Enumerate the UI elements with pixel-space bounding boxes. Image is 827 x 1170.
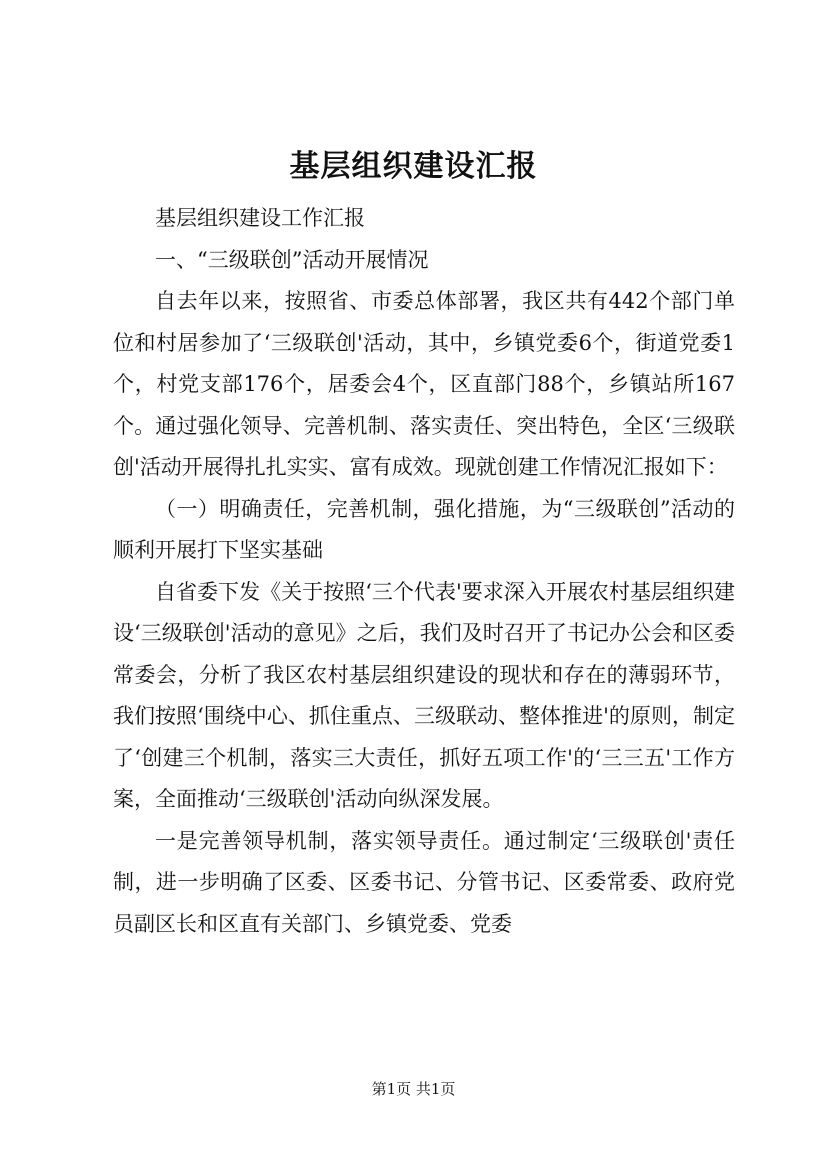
- page-footer: 第1页 共1页: [371, 1080, 456, 1098]
- paragraph-leadership: 一是完善领导机制，落实领导责任。通过制定‘三级联创'责任制，进一步明确了区委、区委书记、分管书记、区委常委、政府党员副区长和区直有关部门、乡镇党委、党委: [113, 828, 735, 936]
- paragraph-heading: 基层组织建设工作汇报: [155, 206, 365, 230]
- document-title: 基层组织建设汇报: [289, 149, 538, 184]
- document-body: [113, 198, 735, 945]
- paragraph-measures: 自省委下发《关于按照‘三个代表'要求深入开展农村基层组织建设‘三级联创'活动的意见》之后，我们及时召开了书记办公会和区委常委会，分析了我区农村基层组织建设的现状和存在的薄弱环节，我们按照‘围绕中心、抓住重点、三级联动、整体推进'的原则，制定了‘创建三个机制，落实三大责任，抓好五项工作'的‘三三五'工作方案，全面推动‘三级联创'活动向纵深发展。: [113, 579, 735, 811]
- paragraph-overview: 自去年以来，按照省、市委总体部署，我区共有442个部门单位和村居参加了‘三级联创'活动，其中，乡镇党委6个，街道党委1个，村党支部176个，居委会4个，区直部门88个，乡镇站所167个。通过强化领导、完善机制、落实责任、突出特色，全区‘三级联创'活动开展得扎扎实实、富有成效。现就创建工作情况汇报如下：: [113, 289, 735, 479]
- paragraph-section-title: 一、“三级联创”活动开展情况: [155, 247, 429, 272]
- paragraph-subsection-title: （一）明确责任，完善机制，强化措施，为“三级联创”活动的顺利开展打下坚实基础: [113, 496, 735, 562]
